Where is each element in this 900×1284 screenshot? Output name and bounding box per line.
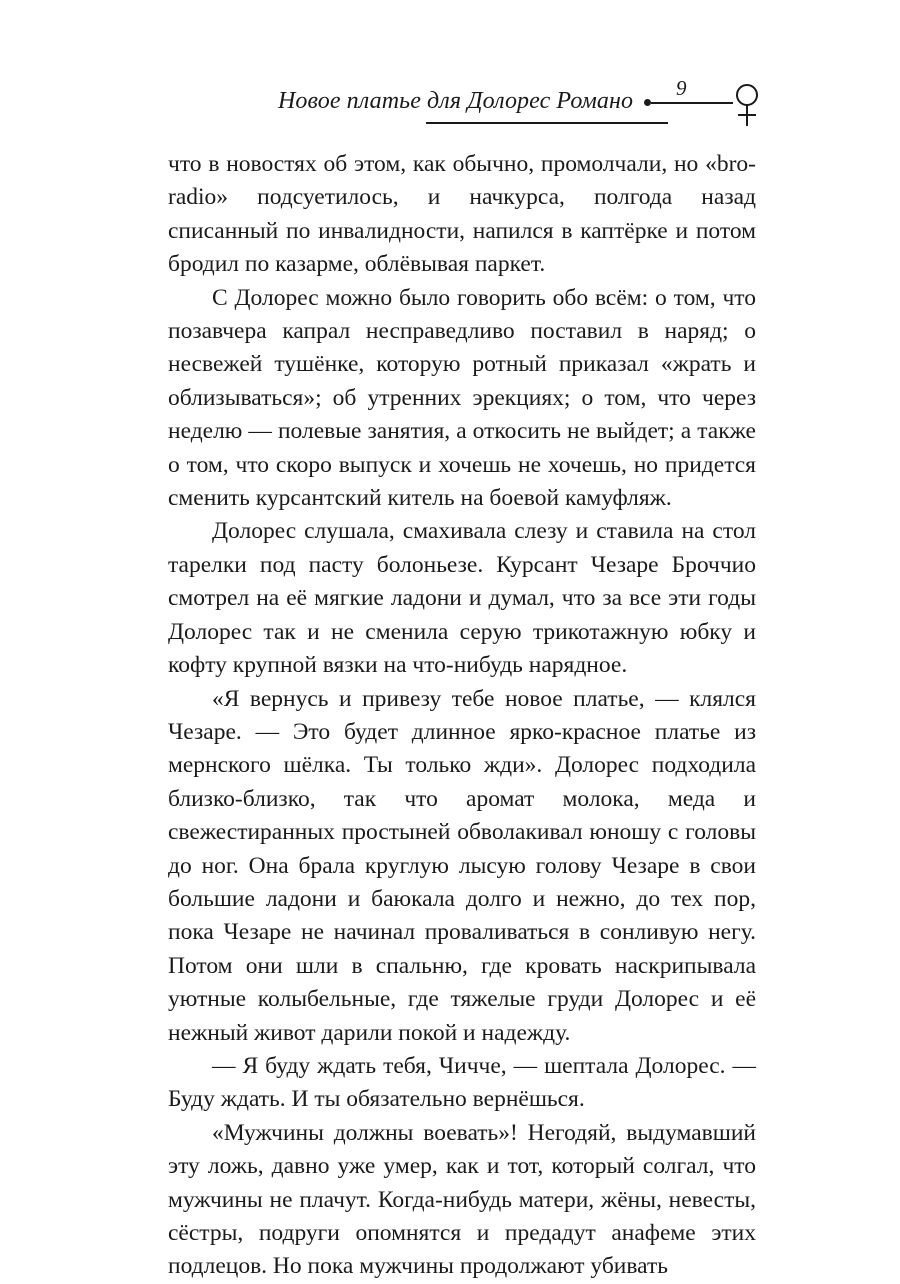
paragraph-2: С Долорес можно было говорить обо всём: о том, что позавчера капрал несправедливо поставил в наряд; о несвежей тушёнке, которую ротный приказал «жрать и облизываться»; об утренних эрекциях; о том, что через неделю — полевые занятия, а откосить не выйдет; а также о том, что скоро выпуск и хочешь не хочешь, но придется сменить курсантский китель на боевой камуфляж. [168, 284, 756, 512]
venus-icon [732, 82, 762, 128]
paragraph-5: — Я буду ждать тебя, Чичче, — шептала Долорес. — Буду ждать. И ты обязательно вернёшься. [168, 1052, 756, 1113]
header-underline [426, 122, 668, 124]
header-rule [651, 102, 733, 104]
running-title: Новое платье для Долорес Романо [278, 88, 634, 114]
body-text [168, 148, 756, 1284]
page-number: 9 [676, 76, 687, 100]
paragraph-1: что в новостях об этом, как обычно, промолчали, но «bro-radio» подсуетилось, и начкурса, полгода назад списанный по инвалидности, напился в каптёрке и потом бродил по казарме, облёвывая паркет. [168, 151, 756, 278]
paragraph-4: «Я вернусь и привезу тебе новое платье, — клялся Чезаре. — Это будет длинное ярко-красное платье из мернского шёлка. Ты только жди». Долорес подходила близко-близко, так что аромат молока, меда и свежестиранных простыней обволакивал юношу с головы до ног. Она брала круглую лысую голову Чезаре в свои большие ладони и баюкала долго и нежно, до тех пор, пока Чезаре не начинал проваливаться в сонливую негу. Потом они шли в спальню, где кровать наскрипывала уютные колыбельные, где тяжелые груди Долорес и её нежный живот дарили покой и надежду. [168, 685, 756, 1046]
header-bullet [644, 99, 651, 106]
running-header [0, 0, 900, 140]
paragraph-6: «Мужчины должны воевать»! Негодяй, выдумавший эту ложь, давно уже умер, как и тот, который солгал, что мужчины не плачут. Когда-нибудь матери, жёны, невесты, сёстры, подруги опомнятся и предадут анафеме этих подлецов. Но пока мужчины продолжают убивать [168, 1119, 756, 1280]
paragraph-3: Долорес слушала, смахивала слезу и ставила на стол тарелки под пасту болоньезе. Курсант Чезаре Броччио смотрел на её мягкие ладони и думал, что за все эти годы Долорес так и не сменила серую трикотажную юбку и кофту крупной вязки на что-нибудь нарядное. [168, 518, 756, 679]
